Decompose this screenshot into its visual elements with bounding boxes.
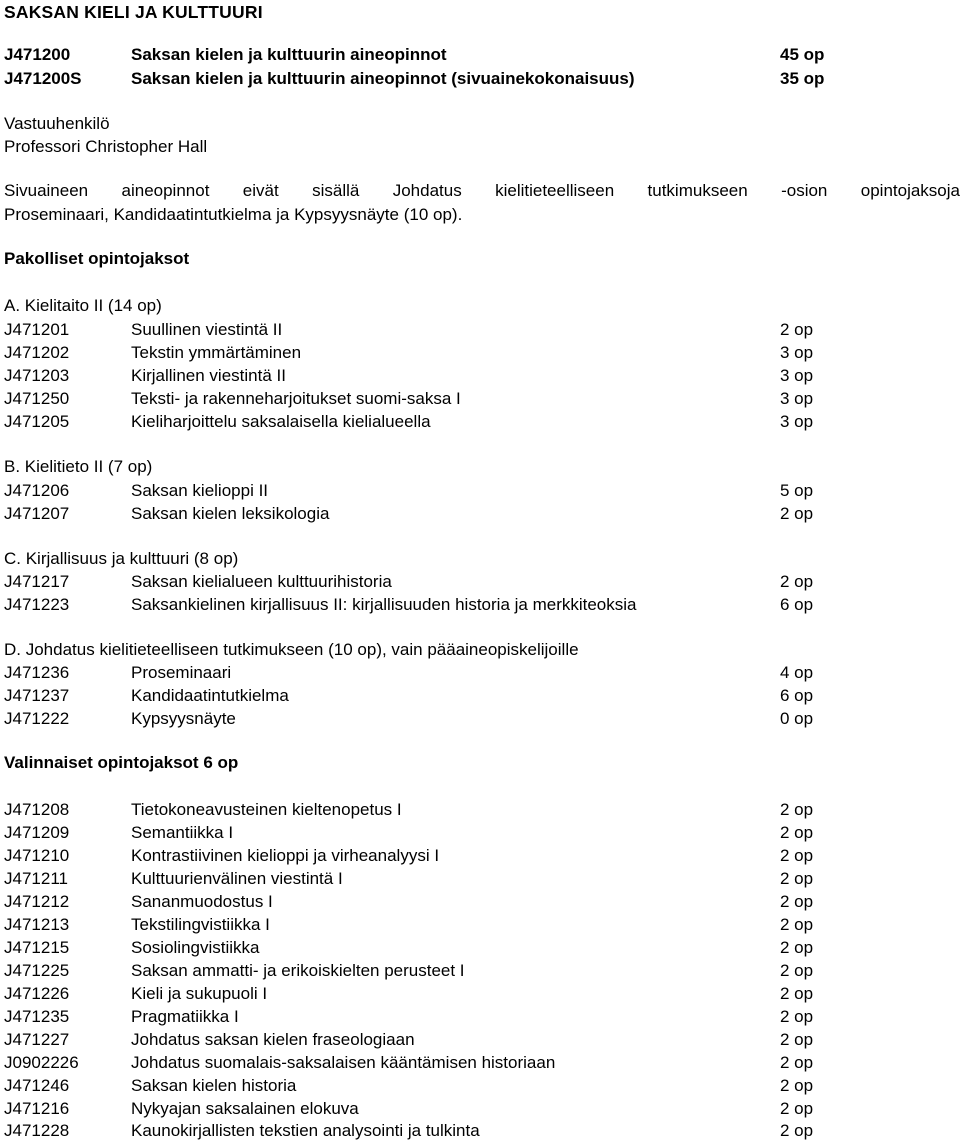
course-name: Johdatus suomalais-saksalaisen kääntämisen historiaan — [131, 1053, 556, 1072]
course-name: Sananmuodostus I — [131, 892, 273, 911]
programme-name: Saksan kielen ja kulttuurin aineopinnot (sivuainekokonaisuus) — [131, 69, 635, 88]
course-code: J471223 — [4, 595, 70, 614]
course-name: Kypsyysnäyte — [131, 709, 236, 728]
course-credits: 4 op — [780, 663, 814, 682]
group-title: C. Kirjallisuus ja kulttuuri (8 op) — [4, 549, 239, 568]
course-credits: 2 op — [780, 1076, 814, 1095]
course-name: Kulttuurienvälinen viestintä I — [131, 869, 343, 888]
course-credits: 2 op — [780, 1121, 814, 1140]
course-credits: 2 op — [780, 1007, 814, 1026]
responsible-label: Vastuuhenkilö — [4, 114, 110, 133]
programme-credits: 35 op — [780, 69, 825, 88]
course-code: J471210 — [4, 846, 70, 865]
page-title: SAKSAN KIELI JA KULTTUURI — [4, 2, 263, 22]
course-code: J471209 — [4, 823, 70, 842]
programme-code: J471200S — [4, 69, 82, 88]
course-code: J471205 — [4, 412, 70, 431]
course-credits: 3 op — [780, 389, 814, 408]
course-code: J471212 — [4, 892, 70, 911]
course-name: Kieli ja sukupuoli I — [131, 984, 268, 1003]
course-name: Nykyajan saksalainen elokuva — [131, 1099, 359, 1118]
course-name: Saksan kielen historia — [131, 1076, 297, 1095]
course-code: J471246 — [4, 1076, 70, 1095]
course-credits: 2 op — [780, 1099, 814, 1118]
course-name: Tietokoneavusteinen kieltenopetus I — [131, 800, 402, 819]
course-code: J471217 — [4, 572, 70, 591]
course-code: J471211 — [4, 869, 68, 888]
course-credits: 2 op — [780, 320, 814, 339]
course-code: J471226 — [4, 984, 70, 1003]
course-name: Suullinen viestintä II — [131, 320, 283, 339]
course-credits: 5 op — [780, 481, 814, 500]
course-name: Sosiolingvistiikka — [131, 938, 260, 957]
course-credits: 2 op — [780, 823, 814, 842]
course-credits: 3 op — [780, 412, 814, 431]
course-name: Kandidaatintutkielma — [131, 686, 289, 705]
programme-code: J471200 — [4, 45, 71, 64]
course-name: Saksan kielialueen kulttuurihistoria — [131, 572, 392, 591]
course-code: J471202 — [4, 343, 70, 362]
course-code: J471215 — [4, 938, 70, 957]
course-code: J0902226 — [4, 1053, 79, 1072]
course-name: Semantiikka I — [131, 823, 234, 842]
course-name: Kieliharjoittelu saksalaisella kielialueella — [131, 412, 431, 431]
course-code: J471236 — [4, 663, 70, 682]
course-credits: 3 op — [780, 366, 814, 385]
course-name: Tekstin ymmärtäminen — [131, 343, 302, 362]
course-name: Proseminaari — [131, 663, 232, 682]
course-credits: 6 op — [780, 686, 814, 705]
course-credits: 2 op — [780, 504, 814, 523]
course-name: Pragmatiikka I — [131, 1007, 239, 1026]
programme-credits: 45 op — [780, 45, 825, 64]
course-credits: 2 op — [780, 984, 814, 1003]
course-code: J471225 — [4, 961, 70, 980]
course-credits: 2 op — [780, 1053, 814, 1072]
course-code: J471228 — [4, 1121, 70, 1140]
course-name: Kaunokirjallisten tekstien analysointi ja tulkinta — [131, 1121, 480, 1140]
course-name: Kontrastiivinen kielioppi ja virheanalyysi I — [131, 846, 440, 865]
course-credits: 2 op — [780, 869, 814, 888]
group-title: D. Johdatus kielitieteelliseen tutkimukseen (10 op), vain pääaineopiskelijoille — [4, 640, 579, 659]
course-name: Tekstilingvistiikka I — [131, 915, 270, 934]
course-name: Saksankielinen kirjallisuus II: kirjallisuuden historia ja merkkiteoksia — [131, 595, 637, 614]
course-code: J471216 — [4, 1099, 70, 1118]
course-name: Teksti- ja rakenneharjoitukset suomi-saksa I — [131, 389, 461, 408]
course-name: Saksan kielen leksikologia — [131, 504, 330, 523]
course-name: Kirjallinen viestintä II — [131, 366, 286, 385]
optional-heading: Valinnaiset opintojaksot 6 op — [4, 753, 239, 772]
course-credits: 6 op — [780, 595, 814, 614]
course-code: J471235 — [4, 1007, 70, 1026]
course-code: J471207 — [4, 504, 70, 523]
course-code: J471227 — [4, 1030, 70, 1049]
note-line-1: Sivuaineen aineopinnot eivät sisällä Johdatus kielitieteelliseen tutkimukseen -osion opintojaksoja — [4, 181, 960, 200]
course-code: J471208 — [4, 800, 70, 819]
course-code: J471206 — [4, 481, 70, 500]
course-credits: 2 op — [780, 572, 814, 591]
course-credits: 2 op — [780, 915, 814, 934]
note-line-2: Proseminaari, Kandidaatintutkielma ja Kypsyysnäyte (10 op). — [4, 205, 463, 224]
course-code: J471213 — [4, 915, 70, 934]
responsible-name: Professori Christopher Hall — [4, 137, 208, 156]
course-credits: 2 op — [780, 961, 814, 980]
course-name: Saksan kielioppi II — [131, 481, 269, 500]
course-code: J471237 — [4, 686, 70, 705]
course-code: J471203 — [4, 366, 70, 385]
course-name: Saksan ammatti- ja erikoiskielten perusteet I — [131, 961, 465, 980]
course-credits: 0 op — [780, 709, 814, 728]
course-credits: 3 op — [780, 343, 814, 362]
programme-name: Saksan kielen ja kulttuurin aineopinnot — [131, 45, 447, 64]
course-code: J471201 — [4, 320, 70, 339]
group-title: B. Kielitieto II (7 op) — [4, 457, 153, 476]
course-credits: 2 op — [780, 846, 814, 865]
group-title: A. Kielitaito II (14 op) — [4, 296, 162, 315]
mandatory-heading: Pakolliset opintojaksot — [4, 249, 190, 268]
course-credits: 2 op — [780, 1030, 814, 1049]
course-name: Johdatus saksan kielen fraseologiaan — [131, 1030, 415, 1049]
course-code: J471222 — [4, 709, 70, 728]
course-code: J471250 — [4, 389, 70, 408]
course-credits: 2 op — [780, 892, 814, 911]
course-credits: 2 op — [780, 938, 814, 957]
course-credits: 2 op — [780, 800, 814, 819]
